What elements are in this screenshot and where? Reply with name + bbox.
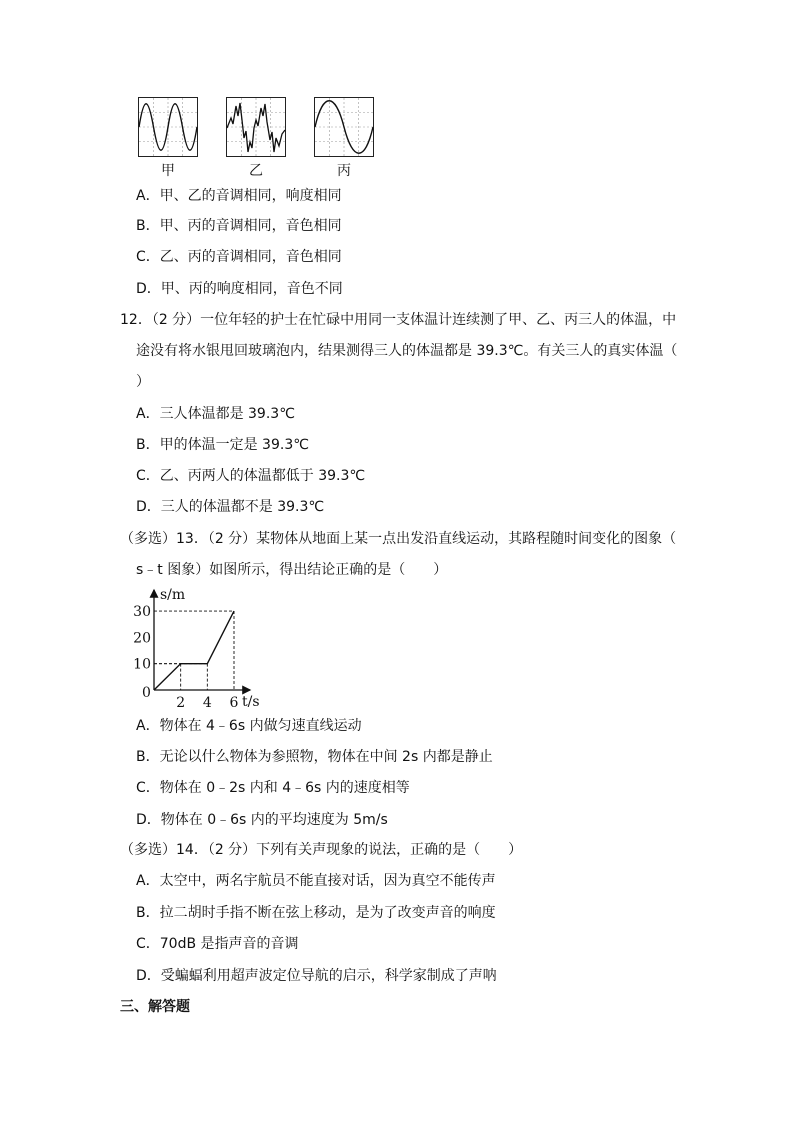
origin-label: 0: [142, 685, 151, 701]
q12-option-b: B．甲的体温一定是 39.3℃: [136, 437, 309, 453]
y-axis-label: s/m: [160, 587, 186, 603]
q12-option-d: D．三人的体温都不是 39.3℃: [136, 499, 325, 515]
q13-option-d: D．物体在 0﹣6s 内的平均速度为 5m/s: [136, 812, 388, 828]
q13-option-a: A．物体在 4﹣6s 内做匀速直线运动: [136, 718, 362, 734]
y-tick-label-30: 30: [133, 604, 151, 621]
waveform-label-jia: 甲: [161, 163, 175, 179]
q12-stem-line2: 途没有将水银甩回玻璃泡内，结果测得三人的体温都是 39.3℃。有关三人的真实体温（: [136, 343, 678, 359]
waveform-yi: [226, 97, 286, 157]
q12-stem-line3: ）: [136, 374, 150, 390]
q14-stem-line1: （多选）14．（2 分）下列有关声现象的说法，正确的是（ ）: [120, 842, 523, 858]
q14-option-d: D．受蝙蝠利用超声波定位导航的启示，科学家制成了声呐: [136, 968, 497, 984]
q13-option-b: B．无论以什么物体为参照物，物体在中间 2s 内都是静止: [136, 749, 493, 765]
q14-option-c: C．70dB 是指声音的音调: [136, 936, 299, 952]
q14-option-a: A．太空中，两名宇航员不能直接对话，因为真空不能传声: [136, 873, 496, 889]
q12-option-a: A．三人体温都是 39.3℃: [136, 406, 295, 422]
waveform-bing: [314, 97, 374, 157]
x-tick-label-2: 2: [176, 695, 186, 711]
y-tick-label-20: 20: [133, 630, 151, 647]
q11-option-b: B．甲、丙的音调相同，音色相同: [136, 218, 342, 234]
y-tick-label-10: 10: [133, 656, 151, 673]
section-title: 三、解答题: [120, 999, 190, 1015]
s-t-graph: [133, 582, 280, 711]
waveform-jia: [138, 97, 198, 157]
q11-option-c: C．乙、丙的音调相同，音色相同: [136, 249, 342, 265]
x-axis-label: t/s: [242, 694, 260, 710]
q11-option-a: A．甲、乙的音调相同，响度相同: [136, 188, 342, 204]
q13-stem-line1: （多选）13．（2 分）某物体从地面上某一点出发沿直线运动，其路程随时间变化的图象（: [120, 531, 677, 547]
q12-stem-line1: 12．（2 分）一位年轻的护士在忙碌中用同一支体温计连续测了甲、乙、丙三人的体温，中: [120, 312, 677, 328]
q13-option-c: C．物体在 0﹣2s 内和 4﹣6s 内的速度相等: [136, 780, 410, 796]
waveform-label-bing: 丙: [337, 163, 351, 179]
q11-option-d: D．甲、丙的响度相同，音色不同: [136, 281, 343, 297]
waveform-label-yi: 乙: [249, 163, 263, 179]
q12-option-c: C．乙、丙两人的体温都低于 39.3℃: [136, 468, 366, 484]
x-tick-label-6: 6: [229, 695, 239, 711]
q13-stem-line2: s﹣t 图象）如图所示，得出结论正确的是（ ）: [136, 562, 448, 578]
x-tick-label-4: 4: [202, 695, 212, 711]
series-line: [154, 611, 234, 690]
q14-option-b: B．拉二胡时手指不断在弦上移动，是为了改变声音的响度: [136, 905, 496, 921]
